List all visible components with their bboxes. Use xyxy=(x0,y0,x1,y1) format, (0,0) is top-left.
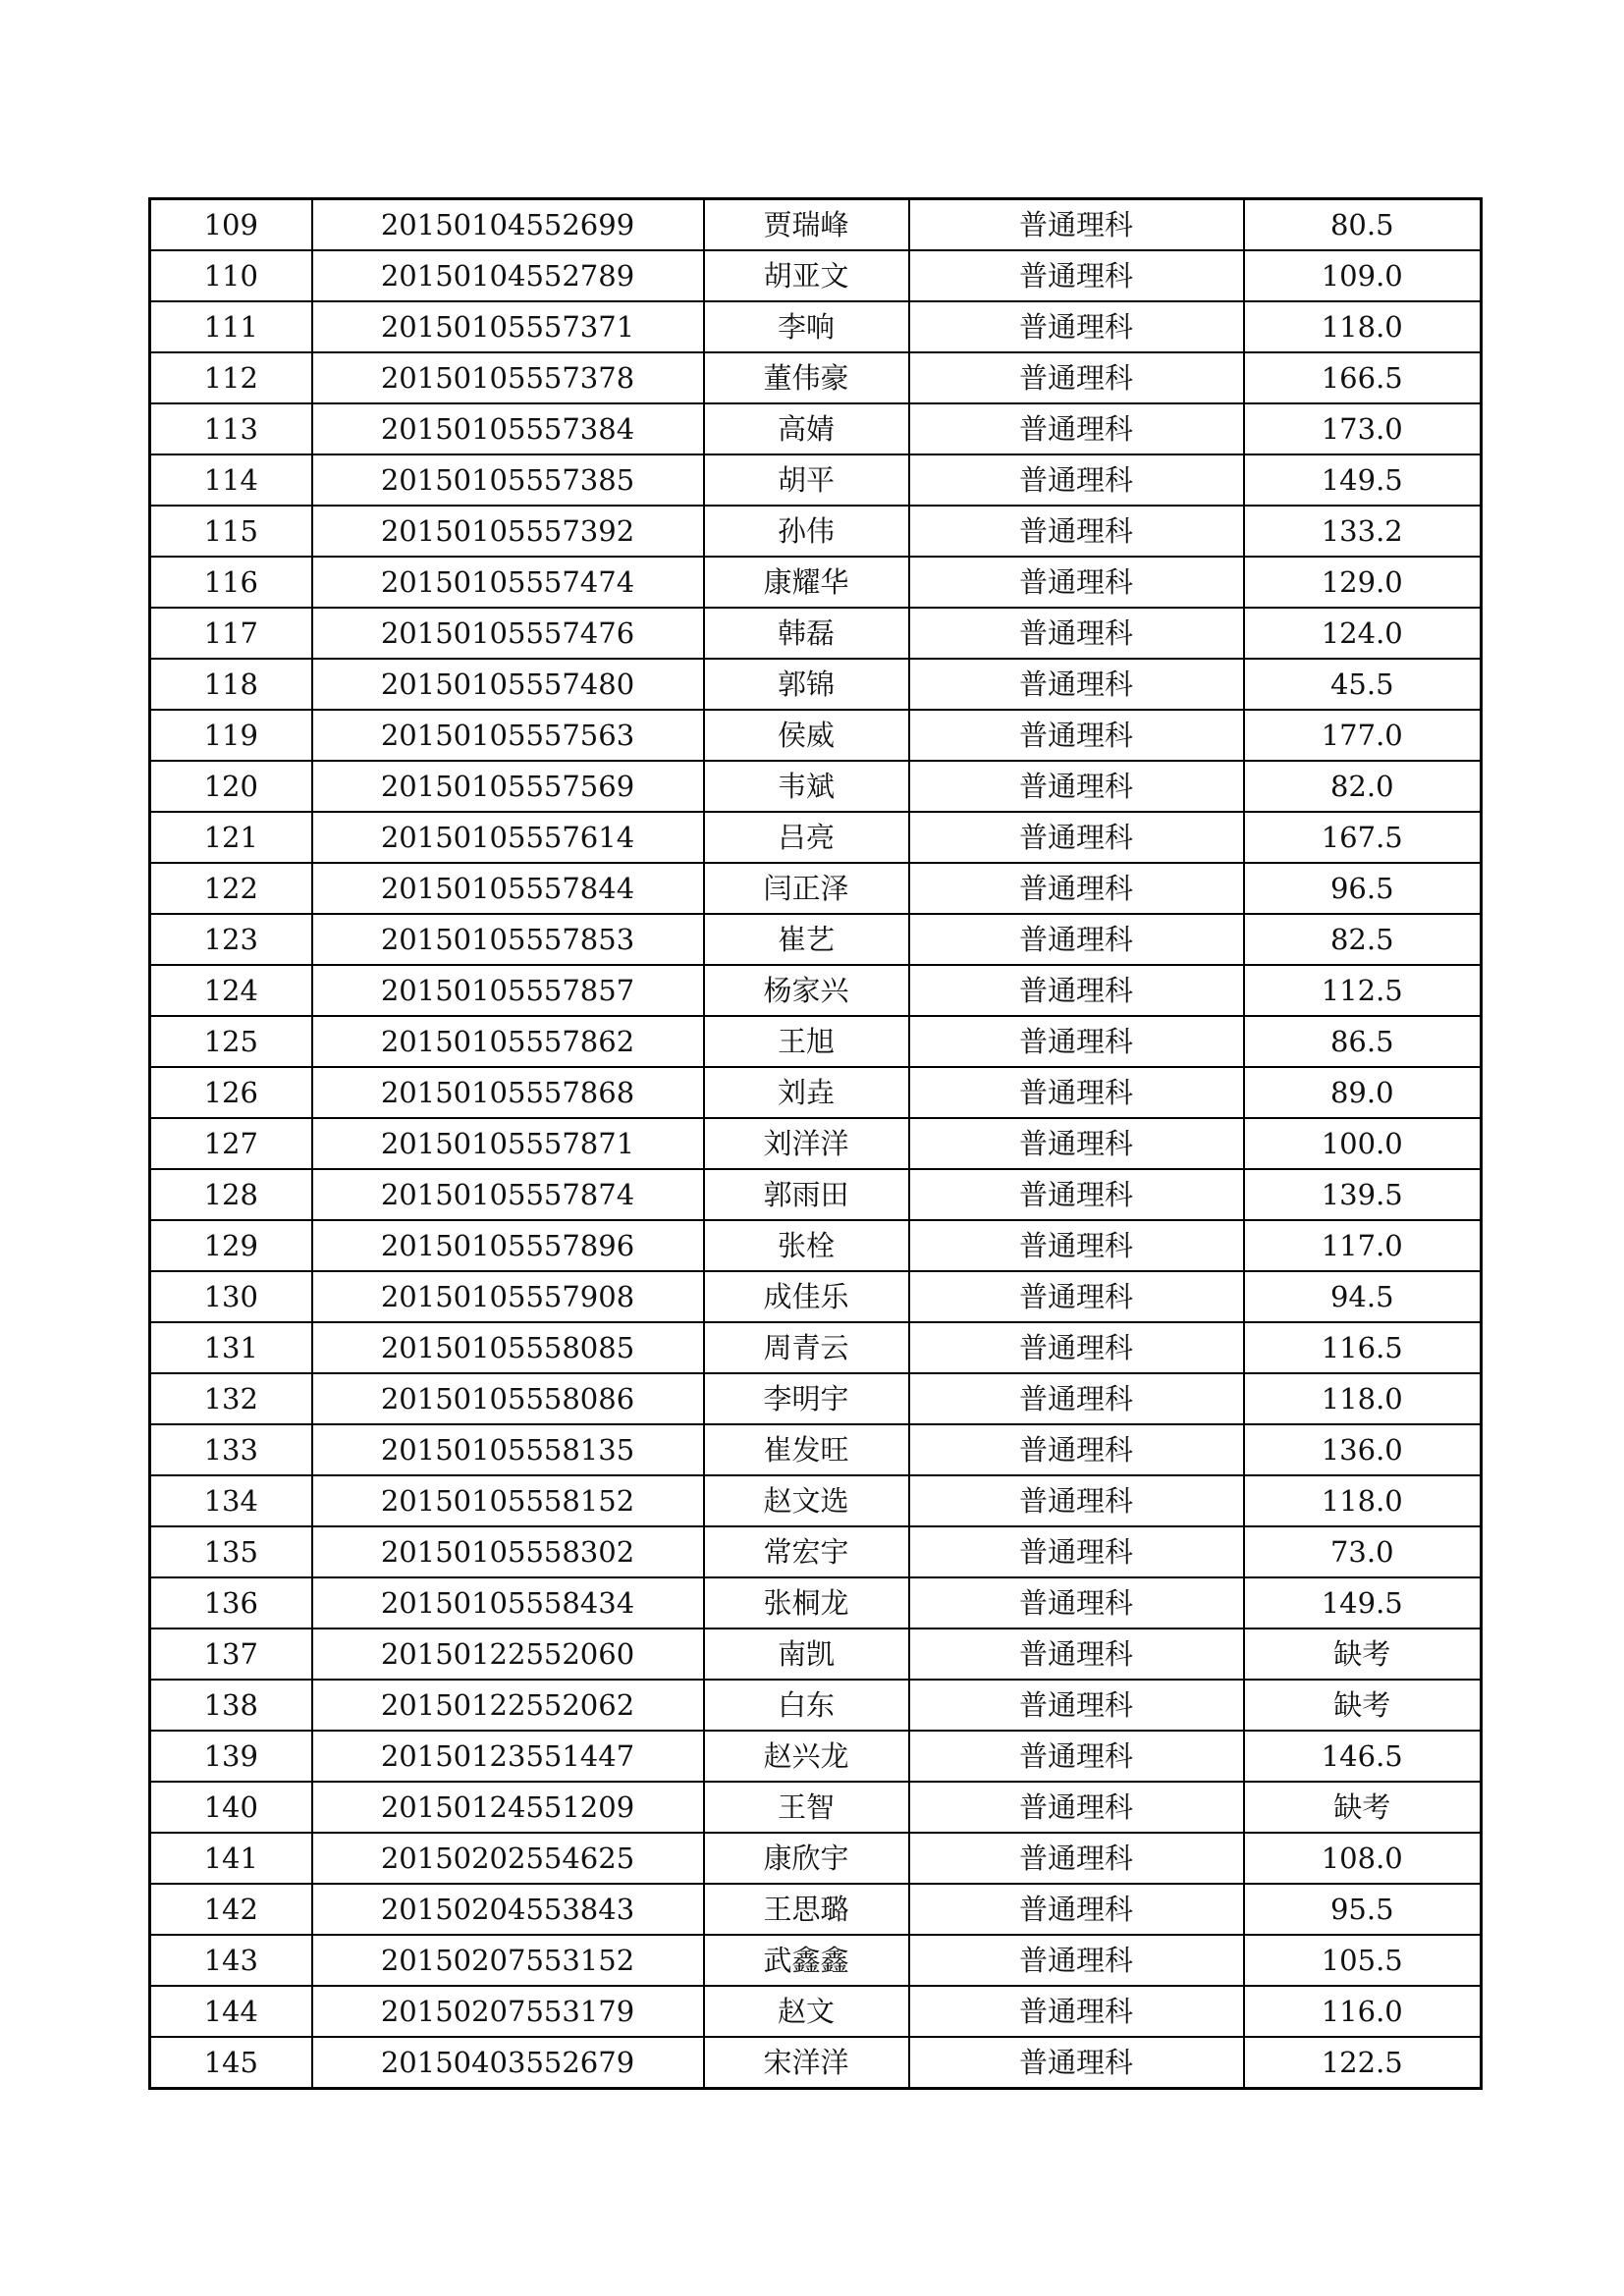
student-name-cell: 康欣宇 xyxy=(704,1833,909,1884)
row-number-cell: 118 xyxy=(150,659,312,710)
table-row xyxy=(150,1373,1482,1424)
row-number-cell: 130 xyxy=(150,1271,312,1322)
row-number-cell: 109 xyxy=(150,199,312,251)
category-cell: 普通理科 xyxy=(909,1884,1244,1935)
score-cell: 94.5 xyxy=(1244,1271,1482,1322)
row-number-cell: 120 xyxy=(150,761,312,812)
exam-id-cell: 20150105558434 xyxy=(312,1577,704,1629)
exam-id-cell: 20150105558302 xyxy=(312,1526,704,1577)
student-name-cell: 周青云 xyxy=(704,1322,909,1373)
score-cell: 149.5 xyxy=(1244,1577,1482,1629)
row-number-cell: 136 xyxy=(150,1577,312,1629)
table-row xyxy=(150,1935,1482,1986)
table-row xyxy=(150,1833,1482,1884)
row-number-cell: 119 xyxy=(150,710,312,761)
row-number-cell: 131 xyxy=(150,1322,312,1373)
exam-id-cell: 20150105557908 xyxy=(312,1271,704,1322)
row-number-cell: 129 xyxy=(150,1220,312,1271)
table-row xyxy=(150,1986,1482,2037)
table-row xyxy=(150,199,1482,251)
row-number-cell: 116 xyxy=(150,557,312,608)
table-row xyxy=(150,1067,1482,1118)
exam-id-cell: 20150207553152 xyxy=(312,1935,704,1986)
category-cell: 普通理科 xyxy=(909,403,1244,454)
student-name-cell: 韩磊 xyxy=(704,608,909,659)
score-cell: 136.0 xyxy=(1244,1424,1482,1475)
exam-id-cell: 20150105557569 xyxy=(312,761,704,812)
student-name-cell: 白东 xyxy=(704,1680,909,1731)
table-row xyxy=(150,1169,1482,1220)
category-cell: 普通理科 xyxy=(909,1271,1244,1322)
score-cell: 96.5 xyxy=(1244,863,1482,914)
exam-id-cell: 20150105557476 xyxy=(312,608,704,659)
row-number-cell: 124 xyxy=(150,965,312,1016)
table-row xyxy=(150,403,1482,454)
score-cell: 80.5 xyxy=(1244,199,1482,251)
table-row xyxy=(150,1782,1482,1833)
row-number-cell: 111 xyxy=(150,301,312,352)
category-cell: 普通理科 xyxy=(909,1169,1244,1220)
score-cell: 124.0 xyxy=(1244,608,1482,659)
table-row xyxy=(150,863,1482,914)
row-number-cell: 141 xyxy=(150,1833,312,1884)
table-row xyxy=(150,1629,1482,1680)
table-row xyxy=(150,1322,1482,1373)
exam-id-cell: 20150207553179 xyxy=(312,1986,704,2037)
score-cell: 缺考 xyxy=(1244,1680,1482,1731)
score-cell: 缺考 xyxy=(1244,1629,1482,1680)
score-cell: 82.5 xyxy=(1244,914,1482,965)
table-row xyxy=(150,301,1482,352)
table-row xyxy=(150,659,1482,710)
exam-id-cell: 20150105557392 xyxy=(312,506,704,557)
score-cell: 105.5 xyxy=(1244,1935,1482,1986)
table-row xyxy=(150,710,1482,761)
exam-id-cell: 20150122552062 xyxy=(312,1680,704,1731)
table-row xyxy=(150,965,1482,1016)
category-cell: 普通理科 xyxy=(909,710,1244,761)
category-cell: 普通理科 xyxy=(909,659,1244,710)
score-cell: 95.5 xyxy=(1244,1884,1482,1935)
score-cell: 118.0 xyxy=(1244,301,1482,352)
student-name-cell: 崔发旺 xyxy=(704,1424,909,1475)
exam-id-cell: 20150105557384 xyxy=(312,403,704,454)
student-name-cell: 吕亮 xyxy=(704,812,909,863)
category-cell: 普通理科 xyxy=(909,1475,1244,1526)
student-name-cell: 张桐龙 xyxy=(704,1577,909,1629)
table-row xyxy=(150,1884,1482,1935)
exam-id-cell: 20150202554625 xyxy=(312,1833,704,1884)
score-cell: 108.0 xyxy=(1244,1833,1482,1884)
score-cell: 45.5 xyxy=(1244,659,1482,710)
score-cell: 117.0 xyxy=(1244,1220,1482,1271)
row-number-cell: 127 xyxy=(150,1118,312,1169)
category-cell: 普通理科 xyxy=(909,1680,1244,1731)
score-cell: 86.5 xyxy=(1244,1016,1482,1067)
category-cell: 普通理科 xyxy=(909,1833,1244,1884)
row-number-cell: 121 xyxy=(150,812,312,863)
student-name-cell: 闫正泽 xyxy=(704,863,909,914)
table-row xyxy=(150,1526,1482,1577)
table-row xyxy=(150,914,1482,965)
student-name-cell: 韦斌 xyxy=(704,761,909,812)
exam-id-cell: 20150105558135 xyxy=(312,1424,704,1475)
row-number-cell: 143 xyxy=(150,1935,312,1986)
score-cell: 118.0 xyxy=(1244,1475,1482,1526)
exam-id-cell: 20150105557868 xyxy=(312,1067,704,1118)
table-row xyxy=(150,506,1482,557)
exam-id-cell: 20150105557853 xyxy=(312,914,704,965)
score-cell: 118.0 xyxy=(1244,1373,1482,1424)
row-number-cell: 140 xyxy=(150,1782,312,1833)
student-name-cell: 刘垚 xyxy=(704,1067,909,1118)
table-row xyxy=(150,2037,1482,2089)
row-number-cell: 113 xyxy=(150,403,312,454)
table-row xyxy=(150,1475,1482,1526)
exam-id-cell: 20150105557614 xyxy=(312,812,704,863)
table-body xyxy=(150,199,1482,2089)
student-name-cell: 李响 xyxy=(704,301,909,352)
category-cell: 普通理科 xyxy=(909,965,1244,1016)
table-row xyxy=(150,608,1482,659)
student-name-cell: 宋洋洋 xyxy=(704,2037,909,2089)
row-number-cell: 134 xyxy=(150,1475,312,1526)
exam-id-cell: 20150105557378 xyxy=(312,352,704,403)
score-cell: 149.5 xyxy=(1244,454,1482,506)
student-name-cell: 郭雨田 xyxy=(704,1169,909,1220)
student-name-cell: 王智 xyxy=(704,1782,909,1833)
student-name-cell: 王旭 xyxy=(704,1016,909,1067)
category-cell: 普通理科 xyxy=(909,352,1244,403)
category-cell: 普通理科 xyxy=(909,454,1244,506)
table-row xyxy=(150,1220,1482,1271)
student-name-cell: 崔艺 xyxy=(704,914,909,965)
category-cell: 普通理科 xyxy=(909,1629,1244,1680)
exam-id-cell: 20150105557480 xyxy=(312,659,704,710)
table-row xyxy=(150,812,1482,863)
student-name-cell: 赵文 xyxy=(704,1986,909,2037)
student-name-cell: 刘洋洋 xyxy=(704,1118,909,1169)
row-number-cell: 133 xyxy=(150,1424,312,1475)
row-number-cell: 138 xyxy=(150,1680,312,1731)
category-cell: 普通理科 xyxy=(909,761,1244,812)
score-cell: 109.0 xyxy=(1244,250,1482,301)
row-number-cell: 145 xyxy=(150,2037,312,2089)
exam-id-cell: 20150104552699 xyxy=(312,199,704,251)
score-cell: 139.5 xyxy=(1244,1169,1482,1220)
score-cell: 116.0 xyxy=(1244,1986,1482,2037)
category-cell: 普通理科 xyxy=(909,1526,1244,1577)
row-number-cell: 112 xyxy=(150,352,312,403)
score-cell: 133.2 xyxy=(1244,506,1482,557)
category-cell: 普通理科 xyxy=(909,250,1244,301)
score-cell: 146.5 xyxy=(1244,1731,1482,1782)
student-name-cell: 高婧 xyxy=(704,403,909,454)
table-row xyxy=(150,1271,1482,1322)
student-name-cell: 成佳乐 xyxy=(704,1271,909,1322)
table-row xyxy=(150,1577,1482,1629)
exam-id-cell: 20150105557857 xyxy=(312,965,704,1016)
category-cell: 普通理科 xyxy=(909,1935,1244,1986)
student-name-cell: 常宏宇 xyxy=(704,1526,909,1577)
student-name-cell: 郭锦 xyxy=(704,659,909,710)
student-name-cell: 孙伟 xyxy=(704,506,909,557)
exam-id-cell: 20150105557874 xyxy=(312,1169,704,1220)
exam-id-cell: 20150105557844 xyxy=(312,863,704,914)
exam-id-cell: 20150105557871 xyxy=(312,1118,704,1169)
category-cell: 普通理科 xyxy=(909,1986,1244,2037)
row-number-cell: 117 xyxy=(150,608,312,659)
exam-id-cell: 20150105557474 xyxy=(312,557,704,608)
student-name-cell: 赵兴龙 xyxy=(704,1731,909,1782)
row-number-cell: 115 xyxy=(150,506,312,557)
score-cell: 116.5 xyxy=(1244,1322,1482,1373)
exam-id-cell: 20150204553843 xyxy=(312,1884,704,1935)
table-row xyxy=(150,1731,1482,1782)
exam-id-cell: 20150105557862 xyxy=(312,1016,704,1067)
student-name-cell: 杨家兴 xyxy=(704,965,909,1016)
row-number-cell: 126 xyxy=(150,1067,312,1118)
score-cell: 166.5 xyxy=(1244,352,1482,403)
row-number-cell: 132 xyxy=(150,1373,312,1424)
category-cell: 普通理科 xyxy=(909,1782,1244,1833)
student-name-cell: 胡亚文 xyxy=(704,250,909,301)
table-row xyxy=(150,1118,1482,1169)
row-number-cell: 128 xyxy=(150,1169,312,1220)
category-cell: 普通理科 xyxy=(909,1016,1244,1067)
student-name-cell: 侯威 xyxy=(704,710,909,761)
score-cell: 177.0 xyxy=(1244,710,1482,761)
exam-id-cell: 20150123551447 xyxy=(312,1731,704,1782)
score-cell: 缺考 xyxy=(1244,1782,1482,1833)
exam-id-cell: 20150104552789 xyxy=(312,250,704,301)
category-cell: 普通理科 xyxy=(909,1577,1244,1629)
exam-id-cell: 20150105557896 xyxy=(312,1220,704,1271)
category-cell: 普通理科 xyxy=(909,1118,1244,1169)
row-number-cell: 137 xyxy=(150,1629,312,1680)
row-number-cell: 144 xyxy=(150,1986,312,2037)
exam-id-cell: 20150105557385 xyxy=(312,454,704,506)
table-row xyxy=(150,557,1482,608)
row-number-cell: 125 xyxy=(150,1016,312,1067)
category-cell: 普通理科 xyxy=(909,1373,1244,1424)
student-name-cell: 赵文选 xyxy=(704,1475,909,1526)
score-cell: 173.0 xyxy=(1244,403,1482,454)
row-number-cell: 122 xyxy=(150,863,312,914)
category-cell: 普通理科 xyxy=(909,2037,1244,2089)
row-number-cell: 114 xyxy=(150,454,312,506)
category-cell: 普通理科 xyxy=(909,557,1244,608)
category-cell: 普通理科 xyxy=(909,1424,1244,1475)
score-cell: 82.0 xyxy=(1244,761,1482,812)
exam-id-cell: 20150105557371 xyxy=(312,301,704,352)
table-row xyxy=(150,1680,1482,1731)
category-cell: 普通理科 xyxy=(909,1220,1244,1271)
student-name-cell: 王思璐 xyxy=(704,1884,909,1935)
category-cell: 普通理科 xyxy=(909,1322,1244,1373)
student-name-cell: 李明宇 xyxy=(704,1373,909,1424)
table-row xyxy=(150,454,1482,506)
score-cell: 122.5 xyxy=(1244,2037,1482,2089)
table-row xyxy=(150,761,1482,812)
category-cell: 普通理科 xyxy=(909,863,1244,914)
exam-id-cell: 20150124551209 xyxy=(312,1782,704,1833)
category-cell: 普通理科 xyxy=(909,914,1244,965)
category-cell: 普通理科 xyxy=(909,301,1244,352)
category-cell: 普通理科 xyxy=(909,1067,1244,1118)
row-number-cell: 110 xyxy=(150,250,312,301)
score-cell: 100.0 xyxy=(1244,1118,1482,1169)
student-name-cell: 康耀华 xyxy=(704,557,909,608)
score-cell: 167.5 xyxy=(1244,812,1482,863)
row-number-cell: 142 xyxy=(150,1884,312,1935)
row-number-cell: 123 xyxy=(150,914,312,965)
student-name-cell: 张栓 xyxy=(704,1220,909,1271)
exam-id-cell: 20150105558152 xyxy=(312,1475,704,1526)
category-cell: 普通理科 xyxy=(909,506,1244,557)
student-name-cell: 董伟豪 xyxy=(704,352,909,403)
score-table xyxy=(148,197,1483,2090)
student-name-cell: 南凯 xyxy=(704,1629,909,1680)
table-row xyxy=(150,1424,1482,1475)
score-cell: 89.0 xyxy=(1244,1067,1482,1118)
category-cell: 普通理科 xyxy=(909,812,1244,863)
exam-id-cell: 20150122552060 xyxy=(312,1629,704,1680)
score-cell: 129.0 xyxy=(1244,557,1482,608)
table-row xyxy=(150,250,1482,301)
category-cell: 普通理科 xyxy=(909,199,1244,251)
table-row xyxy=(150,1016,1482,1067)
row-number-cell: 135 xyxy=(150,1526,312,1577)
score-cell: 73.0 xyxy=(1244,1526,1482,1577)
exam-id-cell: 20150105557563 xyxy=(312,710,704,761)
student-name-cell: 贾瑞峰 xyxy=(704,199,909,251)
row-number-cell: 139 xyxy=(150,1731,312,1782)
table-row xyxy=(150,352,1482,403)
score-cell: 112.5 xyxy=(1244,965,1482,1016)
student-name-cell: 武鑫鑫 xyxy=(704,1935,909,1986)
student-name-cell: 胡平 xyxy=(704,454,909,506)
category-cell: 普通理科 xyxy=(909,1731,1244,1782)
exam-id-cell: 20150105558086 xyxy=(312,1373,704,1424)
category-cell: 普通理科 xyxy=(909,608,1244,659)
exam-id-cell: 20150105558085 xyxy=(312,1322,704,1373)
exam-id-cell: 20150403552679 xyxy=(312,2037,704,2089)
